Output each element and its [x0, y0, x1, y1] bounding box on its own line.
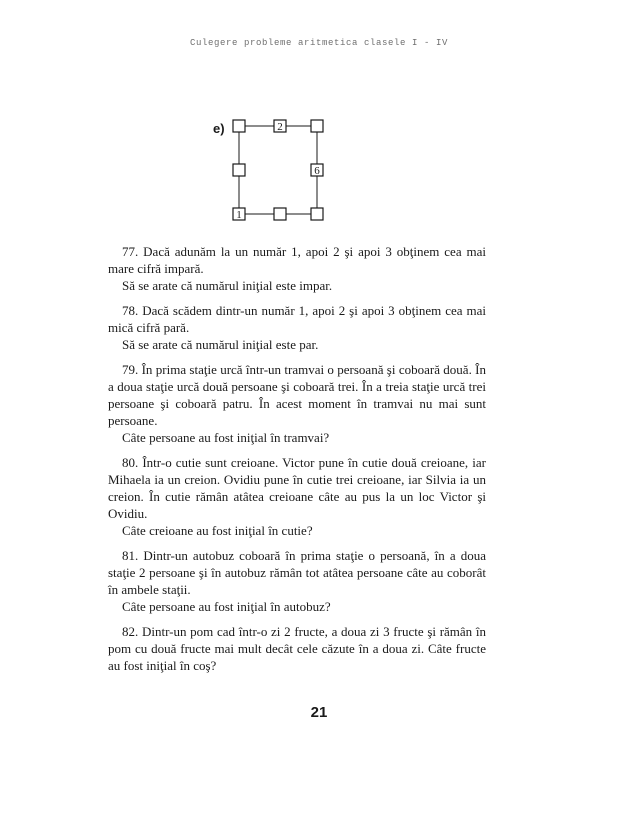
problem-82 — [108, 623, 486, 674]
problem-77 — [108, 243, 486, 294]
figure-label: e) — [213, 121, 225, 136]
problem-question: Să se arate că numărul iniţial este impar. — [122, 278, 333, 293]
problem-list — [108, 243, 486, 682]
square-puzzle-figure — [0, 0, 638, 240]
square-puzzle-diagram — [0, 0, 638, 240]
node-value-top-middle: 2 — [277, 121, 283, 133]
node-bottom-middle — [274, 208, 286, 220]
problem-statement: 80. Într-o cutie sunt creioane. Victor pune în cutie două creioane, iar Mihaela ia un creion. Ovidiu pune în cutie trei creioane, iar Silvia ia un creion. În cutie rămân atâtea creioane câte au pus la un loc Victor şi Ovidiu. — [108, 455, 486, 521]
node-bottom-right — [311, 208, 323, 220]
node-value-middle-right: 6 — [314, 165, 320, 177]
node-middle-left — [233, 164, 245, 176]
problem-statement: 79. În prima staţie urcă într-un tramvai o persoană şi coboară două. În a doua staţie urcă două persoane şi coboară trei. În a treia staţie urcă trei persoane şi coboară patru. În acest moment în tramvai nu mai sunt persoane. — [108, 362, 486, 428]
problem-statement: 78. Dacă scădem dintr-un număr 1, apoi 2 şi apoi 3 obţinem cea mai mică cifră pară. — [108, 303, 486, 335]
problem-80 — [108, 454, 486, 539]
problem-statement: 82. Dintr-un pom cad într-o zi 2 fructe, a doua zi 3 fructe şi rămân în pom cu două fructe mai mult decât cele căzute în a doua zi. Câte fructe au fost iniţial în coş? — [108, 624, 486, 673]
running-header: Culegere probleme aritmetica clasele I - IV — [189, 38, 449, 48]
problem-79 — [108, 361, 486, 446]
node-top-left — [233, 120, 245, 132]
node-boxes — [233, 120, 323, 220]
problem-question: Câte persoane au fost iniţial în autobuz? — [122, 599, 331, 614]
problem-statement: 77. Dacă adunăm la un număr 1, apoi 2 şi apoi 3 obţinem cea mai mare cifră impară. — [108, 244, 486, 276]
node-value-bottom-left: 1 — [236, 209, 242, 221]
problem-78 — [108, 302, 486, 353]
problem-question: Să se arate că numărul iniţial este par. — [122, 337, 319, 352]
problem-81 — [108, 547, 486, 615]
problem-statement: 81. Dintr-un autobuz coboară în prima staţie o persoană, în a doua staţie 2 persoane şi în autobuz rămân tot atâtea persoane câte au coborât în ambele staţii. — [108, 548, 486, 597]
problem-question: Câte creioane au fost iniţial în cutie? — [122, 523, 313, 538]
connector-lines — [239, 126, 317, 214]
problem-question: Câte persoane au fost iniţial în tramvai? — [122, 430, 330, 445]
node-top-right — [311, 120, 323, 132]
page-number: 21 — [310, 704, 328, 721]
